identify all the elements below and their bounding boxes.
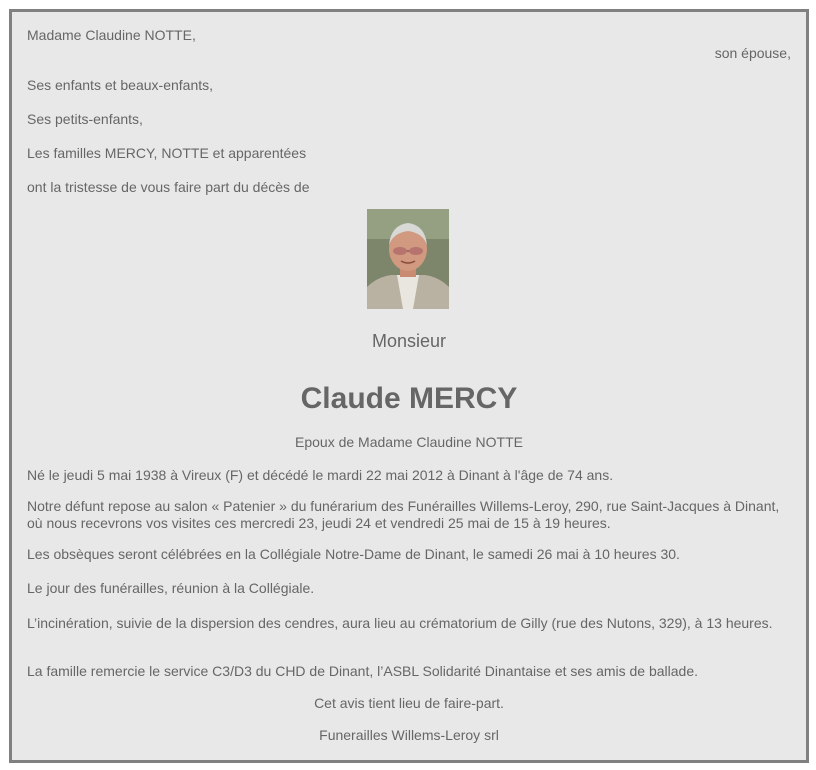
incineration-paragraph: L’incinération, suivie de la dispersion des cendres, aura lieu au crématorium de Gilly (rue des Nutons, 329), à 13 heures.: [27, 615, 773, 631]
children-line: Ses enfants et beaux-enfants,: [27, 77, 214, 93]
obituary-frame: [9, 9, 809, 763]
spouse-name: Madame Claudine NOTTE,: [27, 27, 196, 43]
grandchildren-line: Ses petits-enfants,: [27, 111, 143, 127]
birth-death-line: Né le jeudi 5 mai 1938 à Vireux (F) et décédé le mardi 22 mai 2012 à Dinant à l'âge de 74 ans.: [27, 467, 614, 483]
deceased-title: Monsieur: [371, 331, 447, 351]
funeral-company: Funerailles Willems-Leroy srl: [319, 727, 499, 743]
notice-line: Cet avis tient lieu de faire-part.: [314, 695, 504, 711]
deceased-photo: [367, 209, 449, 309]
thanks-paragraph: La famille remercie le service C3/D3 du CHD de Dinant, l’ASBL Solidarité Dinantaise et ses amis de ballade.: [27, 663, 699, 679]
spouse-role: son épouse,: [714, 45, 791, 61]
reunion-paragraph: Le jour des funérailles, réunion à la Collégiale.: [27, 580, 315, 596]
repose-paragraph: Notre défunt repose au salon « Patenier » du funérarium des Funérailles Willems-Leroy, 290, rue Saint-Jacques à Dinant, où nous recevrons vos visites ces mercredi 23, jeudi 24 et vendredi 25 mai de 15 à 19 heures.: [27, 498, 780, 531]
spouse-of-line: Epoux de Madame Claudine NOTTE: [295, 434, 523, 450]
announcement-line: ont la tristesse de vous faire part du décès de: [27, 179, 310, 195]
deceased-name: Claude MERCY: [300, 382, 518, 415]
obseques-paragraph: Les obsèques seront célébrées en la Collégiale Notre-Dame de Dinant, le samedi 26 mai à 10 heures 30.: [27, 546, 680, 562]
families-line: Les familles MERCY, NOTTE et apparentées: [27, 145, 307, 161]
